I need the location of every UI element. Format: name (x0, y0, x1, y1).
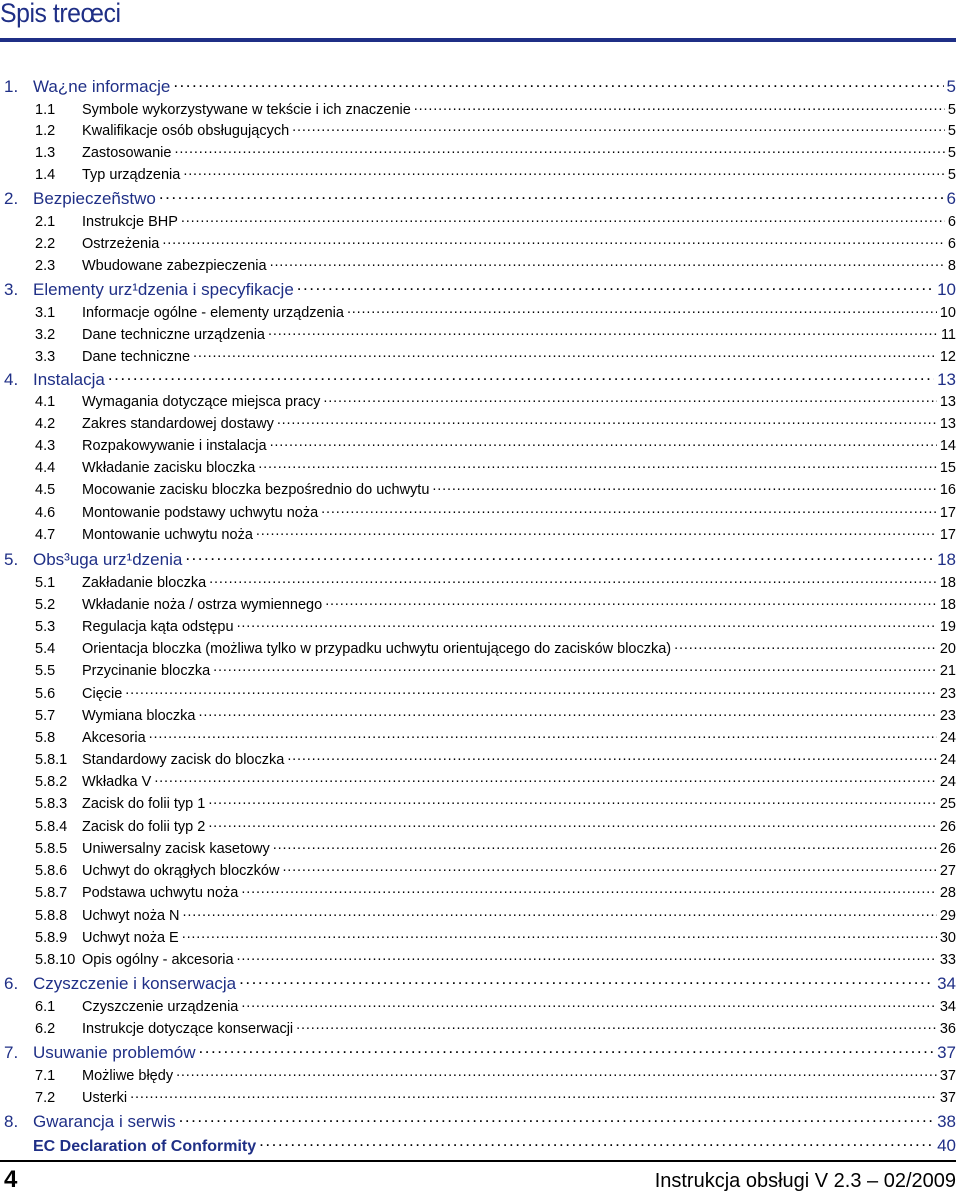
toc-leader-dots (273, 838, 937, 853)
toc-entry-page: 17 (939, 526, 956, 543)
toc-entry[interactable] (0, 524, 956, 543)
toc-entry[interactable] (0, 927, 956, 946)
toc-entry-number: 4. (4, 370, 19, 389)
toc-entry-label: Gwarancja i serwis (33, 1112, 176, 1131)
toc-leader-dots (213, 660, 937, 675)
toc-entry-number: 6. (4, 974, 19, 993)
toc-entry-page: 24 (939, 751, 956, 768)
toc-entry-number: 3.1 (35, 304, 56, 321)
toc-leader-dots (193, 346, 937, 361)
toc-entry[interactable] (0, 368, 956, 390)
toc-entry-page: 26 (939, 818, 956, 835)
toc-entry-label: Zastosowanie (82, 144, 172, 161)
footer-manual-version: Instrukcja obsługi V 2.3 – 02/2009 (654, 1170, 956, 1192)
title-divider (0, 38, 956, 42)
toc-entry-page: 34 (937, 974, 956, 993)
toc-leader-dots (162, 233, 945, 248)
toc-entry[interactable] (0, 278, 956, 300)
toc-entry-page: 38 (937, 1112, 956, 1131)
toc-entry-number: 2. (4, 189, 19, 208)
toc-entry[interactable] (0, 616, 956, 635)
toc-entry-number: 4.5 (35, 481, 56, 498)
toc-leader-dots (182, 927, 937, 942)
toc-leader-dots (199, 705, 937, 720)
toc-entry-number: 4.7 (35, 526, 56, 543)
toc-entry[interactable] (0, 75, 956, 97)
toc-entry[interactable] (0, 187, 956, 209)
toc-entry[interactable] (0, 727, 956, 746)
toc-leader-dots (414, 99, 945, 114)
toc-leader-dots (209, 572, 937, 587)
toc-leader-dots (277, 413, 937, 428)
toc-leader-dots (432, 479, 936, 494)
toc-entry-number: 1.1 (35, 101, 56, 118)
toc-leader-dots (256, 524, 937, 539)
toc-leader-dots (237, 949, 937, 964)
toc-entry-page: 5 (947, 122, 956, 139)
toc-entry-number: 5.8.4 (35, 818, 68, 835)
toc-entry-page: 15 (939, 459, 956, 476)
toc-entry-label: Orientacja bloczka (możliwa tylko w przypadku uchwytu orientującego do zacisków bloczka) (82, 640, 672, 657)
toc-entry-number: 3.2 (35, 326, 56, 343)
toc-entry-label: Montowanie uchwytu noża (82, 526, 253, 543)
toc-entry-page: 25 (939, 795, 956, 812)
toc-leader-dots (239, 972, 934, 989)
toc-entry[interactable] (0, 793, 956, 812)
toc-entry-page: 18 (939, 574, 956, 591)
toc-entry-number: 4.2 (35, 415, 56, 432)
toc-entry-label: Dane techniczne (82, 348, 191, 365)
toc-entry[interactable] (0, 413, 956, 432)
toc-leader-dots (154, 771, 937, 786)
toc-entry-page: 37 (937, 1043, 956, 1062)
toc-entry[interactable] (0, 164, 956, 183)
toc-leader-dots (125, 683, 937, 698)
toc-entry-number: 2.3 (35, 257, 56, 274)
toc-entry-number: 5.8.9 (35, 929, 68, 946)
toc-entry[interactable] (0, 120, 956, 139)
toc-entry-label: Dane techniczne urządzenia (82, 326, 265, 343)
toc-entry[interactable] (0, 233, 956, 252)
toc-entry-label: Przycinanie bloczka (82, 662, 211, 679)
toc-entry-number: 5.2 (35, 596, 56, 613)
toc-entry-page: 20 (939, 640, 956, 657)
toc-entry-page: 27 (939, 862, 956, 879)
toc-entry-page: 30 (939, 929, 956, 946)
toc-entry-label: Wa¿ne informacje (33, 77, 171, 96)
toc-entry-label: Czyszczenie i konserwacja (33, 974, 237, 993)
toc-entry-label: Bezpieczeñstwo (33, 189, 156, 208)
toc-entry-label: Wkładanie noża / ostrza wymiennego (82, 596, 323, 613)
toc-entry-number: 5.8.8 (35, 907, 68, 924)
toc-leader-dots (181, 211, 945, 226)
toc-entry[interactable] (0, 1087, 956, 1106)
toc-entry-page: 26 (939, 840, 956, 857)
toc-entry-label: Usuwanie problemów (33, 1043, 196, 1062)
toc-entry-label: Obs³uga urz¹dzenia (33, 550, 183, 569)
toc-entry[interactable] (0, 816, 956, 835)
toc-entry-number: 5.5 (35, 662, 56, 679)
toc-entry[interactable] (0, 705, 956, 724)
toc-entry-page: 13 (937, 370, 956, 389)
toc-entry-label: Regulacja kąta odstępu (82, 618, 234, 635)
toc-entry-label: Czyszczenie urządzenia (82, 998, 239, 1015)
toc-entry[interactable] (0, 1018, 956, 1037)
toc-entry[interactable] (0, 572, 956, 591)
toc-entry[interactable] (0, 638, 956, 657)
toc-entry[interactable] (0, 1065, 956, 1084)
toc-entry-page: 18 (937, 550, 956, 569)
toc-leader-dots (321, 502, 937, 517)
toc-leader-dots (159, 187, 944, 204)
toc-entry-number: 6.2 (35, 1020, 56, 1037)
toc-leader-dots (130, 1087, 937, 1102)
toc-entry[interactable] (0, 142, 956, 161)
toc-entry-number: 5.8.3 (35, 795, 68, 812)
toc-entry-page: 23 (939, 707, 956, 724)
toc-entry-label: EC Declaration of Conformity (33, 1138, 257, 1155)
toc-entry-label: Montowanie podstawy uchwytu noża (82, 504, 319, 521)
toc-entry-page: 13 (939, 393, 956, 410)
toc-entry-page: 28 (939, 884, 956, 901)
toc-entry-label: Instalacja (33, 370, 105, 389)
toc-entry-number: 6.1 (35, 998, 56, 1015)
toc-entry-label: Elementy urz¹dzenia i specyfikacje (33, 280, 294, 299)
toc-leader-dots (241, 996, 937, 1011)
toc-entry-page: 6 (946, 189, 956, 208)
toc-entry[interactable] (0, 1041, 956, 1063)
toc-entry-label: Informacje ogólne - elementy urządzenia (82, 304, 344, 321)
toc-entry-label: Podstawa uchwytu noża (82, 884, 239, 901)
toc-leader-dots (297, 278, 934, 295)
toc-entry-label: Wbudowane zabezpieczenia (82, 257, 267, 274)
toc-entry-label: Standardowy zacisk do bloczka (82, 751, 285, 768)
toc-entry-number: 1. (4, 77, 19, 96)
toc-leader-dots (296, 1018, 937, 1033)
toc-entry[interactable] (0, 324, 956, 343)
toc-entry-page: 19 (939, 618, 956, 635)
toc-entry[interactable] (0, 435, 956, 454)
toc-leader-dots (325, 594, 937, 609)
toc-entry-number: 8. (4, 1112, 19, 1131)
toc-entry[interactable] (0, 749, 956, 768)
toc-entry[interactable] (0, 771, 956, 790)
toc-entry-number: 2.2 (35, 235, 56, 252)
toc-entry-number: 1.2 (35, 122, 56, 139)
toc-entry[interactable] (0, 683, 956, 702)
toc-entry-page: 14 (939, 437, 956, 454)
toc-entry-label: Zakres standardowej dostawy (82, 415, 274, 432)
toc-entry-number: 5.8.7 (35, 884, 68, 901)
toc-entry[interactable] (0, 255, 956, 274)
toc-entry-number: 5. (4, 550, 19, 569)
toc-leader-dots (237, 616, 937, 631)
footer-page-number: 4 (4, 1166, 18, 1193)
toc-entry-label: Wkładanie zacisku bloczka (82, 459, 256, 476)
toc-entry-number: 3. (4, 280, 19, 299)
toc-entry-label: Typ urządzenia (82, 166, 181, 183)
toc-entry-number: 4.1 (35, 393, 56, 410)
toc-entry-page: 6 (947, 213, 956, 230)
toc-entry-label: Wymiana bloczka (82, 707, 196, 724)
toc-entry-page: 36 (939, 1020, 956, 1037)
toc-entry-page: 24 (939, 773, 956, 790)
toc-entry-number: 7.2 (35, 1089, 56, 1106)
toc-leader-dots (208, 816, 937, 831)
toc-entry-label: Uchwyt noża N (82, 907, 180, 924)
toc-leader-dots (241, 882, 936, 897)
toc-entry[interactable] (0, 996, 956, 1015)
toc-leader-dots (270, 435, 937, 450)
toc-entry[interactable] (0, 949, 956, 968)
toc-entry[interactable] (0, 479, 956, 498)
toc-entry-number: 5.8 (35, 729, 56, 746)
toc-entry[interactable] (0, 838, 956, 857)
toc-leader-dots (270, 255, 945, 270)
toc-entry-page: 12 (939, 348, 956, 365)
toc-leader-dots (282, 860, 936, 875)
toc-entry-page: 5 (947, 144, 956, 161)
toc-leader-dots (185, 548, 934, 565)
toc-entry[interactable] (0, 972, 956, 994)
toc-entry-number: 5.6 (35, 685, 56, 702)
toc-entry-label: Kwalifikacje osób obsługujących (82, 122, 290, 139)
toc-entry-number: 4.3 (35, 437, 56, 454)
toc-entry-label: Symbole wykorzystywane w tekście i ich znaczenie (82, 101, 411, 118)
toc-entry-label: Zakładanie bloczka (82, 574, 207, 591)
toc-leader-dots (179, 1110, 934, 1127)
toc-leader-dots (258, 457, 937, 472)
toc-entry-number: 7.1 (35, 1067, 56, 1084)
toc-entry-number: 5.8.6 (35, 862, 68, 879)
toc-entry-label: Cięcie (82, 685, 123, 702)
toc-entry-page: 11 (940, 326, 956, 343)
toc-entry-number: 4.4 (35, 459, 56, 476)
toc-entry-label: Mocowanie zacisku bloczka bezpośrednio do uchwytu (82, 481, 430, 498)
toc-leader-dots (268, 324, 938, 339)
toc-entry[interactable] (0, 211, 956, 230)
toc-entry-label: Możliwe błędy (82, 1067, 174, 1084)
toc-entry[interactable] (0, 882, 956, 901)
toc-leader-dots (292, 120, 945, 135)
toc-entry-number: 4.6 (35, 504, 56, 521)
toc-entry-number: 5.8.5 (35, 840, 68, 857)
toc-entry-label: Opis ogólny - akcesoria (82, 951, 234, 968)
toc-entry-page: 29 (939, 907, 956, 924)
toc-entry-number: 5.3 (35, 618, 56, 635)
toc-leader-dots (347, 302, 937, 317)
toc-entry[interactable] (0, 594, 956, 613)
toc-entry-page: 37 (939, 1067, 956, 1084)
toc-leader-dots (149, 727, 937, 742)
toc-entry-label: Uchwyt do okrągłych bloczków (82, 862, 280, 879)
toc-leader-dots (183, 164, 945, 179)
toc-entry[interactable] (0, 391, 956, 410)
toc-leader-dots (323, 391, 936, 406)
toc-entry-label: Akcesoria (82, 729, 146, 746)
toc-leader-dots (259, 1134, 934, 1151)
toc-entry[interactable] (0, 346, 956, 365)
toc-entry-page: 10 (939, 304, 956, 321)
toc-entry-label: Zacisk do folii typ 2 (82, 818, 206, 835)
toc-leader-dots (287, 749, 937, 764)
toc-leader-dots (199, 1041, 935, 1058)
toc-entry-number: 5.4 (35, 640, 56, 657)
toc-entry[interactable] (0, 660, 956, 679)
toc-entry-page: 17 (939, 504, 956, 521)
toc-entry-page: 5 (947, 101, 956, 118)
toc-entry-label: Wkładka V (82, 773, 152, 790)
page-title: Spis treœci (0, 0, 121, 28)
toc-entry-label: Usterki (82, 1089, 128, 1106)
toc-entry-label: Ostrzeżenia (82, 235, 160, 252)
toc-entry[interactable] (0, 1134, 956, 1156)
toc-entry-number: 5.1 (35, 574, 56, 591)
toc-entry-number: 7. (4, 1043, 19, 1062)
toc-entry[interactable] (0, 548, 956, 570)
toc-entry-label: Instrukcje BHP (82, 213, 178, 230)
toc-entry-number: 5.8.1 (35, 751, 68, 768)
toc-entry-number: 1.4 (35, 166, 56, 183)
toc-entry-page: 10 (937, 280, 956, 299)
toc-entry-label: Uchwyt noża E (82, 929, 179, 946)
toc-entry-label: Wymagania dotyczące miejsca pracy (82, 393, 321, 410)
toc-entry-number: 3.3 (35, 348, 56, 365)
toc-entry-page: 34 (939, 998, 956, 1015)
toc-entry[interactable] (0, 905, 956, 924)
toc-entry-page: 6 (947, 235, 956, 252)
toc-entry-number: 5.7 (35, 707, 56, 724)
toc-entry-label: Zacisk do folii typ 1 (82, 795, 206, 812)
toc-entry-label: Instrukcje dotyczące konserwacji (82, 1020, 294, 1037)
toc-leader-dots (173, 75, 943, 92)
toc-entry[interactable] (0, 99, 956, 118)
toc-entry-page: 24 (939, 729, 956, 746)
toc-leader-dots (674, 638, 937, 653)
toc-leader-dots (176, 1065, 937, 1080)
toc-entry-page: 21 (939, 662, 956, 679)
toc-entry-number: 5.8.10 (35, 951, 76, 968)
toc-entry[interactable] (0, 457, 956, 476)
toc-entry-page: 40 (937, 1136, 956, 1155)
toc-entry-page: 37 (939, 1089, 956, 1106)
footer-divider (0, 1160, 956, 1162)
toc-entry-page: 16 (939, 481, 956, 498)
toc-leader-dots (183, 905, 937, 920)
toc-entry-number: 5.8.2 (35, 773, 68, 790)
toc-entry[interactable] (0, 860, 956, 879)
toc-entry-number: 2.1 (35, 213, 56, 230)
toc-entry-page: 5 (947, 166, 956, 183)
toc-entry-page: 33 (939, 951, 956, 968)
toc-entry-number: 1.3 (35, 144, 56, 161)
toc-entry-page: 18 (939, 596, 956, 613)
toc-entry-page: 8 (947, 257, 956, 274)
toc-entry-page: 23 (939, 685, 956, 702)
toc-leader-dots (208, 793, 937, 808)
toc-entry-label: Uniwersalny zacisk kasetowy (82, 840, 270, 857)
toc-entry-label: Rozpakowywanie i instalacja (82, 437, 267, 454)
toc-leader-dots (108, 368, 934, 385)
toc-entry[interactable] (0, 1110, 956, 1132)
toc-entry[interactable] (0, 502, 956, 521)
toc-entry[interactable] (0, 302, 956, 321)
toc-leader-dots (174, 142, 944, 157)
toc-entry-page: 13 (939, 415, 956, 432)
toc-entry-page: 5 (946, 77, 956, 96)
